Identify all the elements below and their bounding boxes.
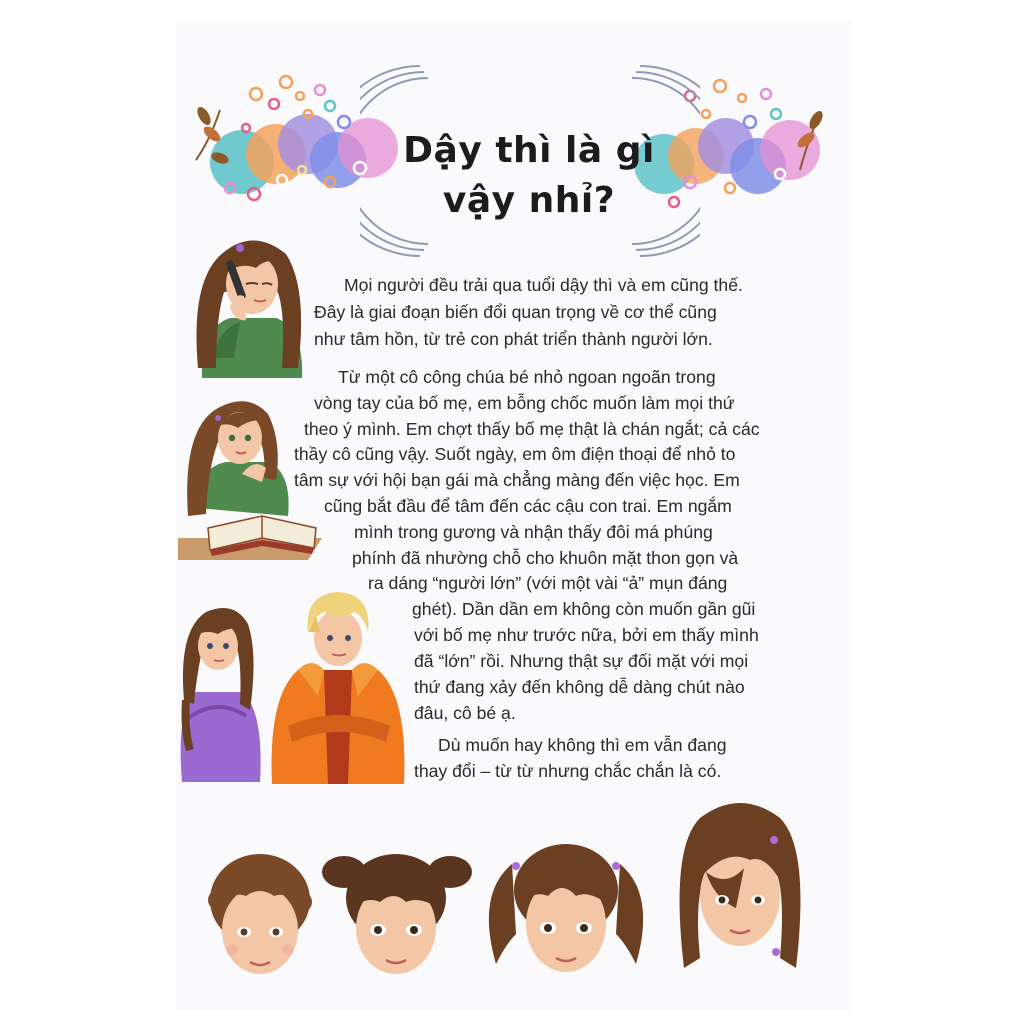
text-line: đã “lớn” rồi. Nhưng thật sự đối mặt với mọi bbox=[414, 651, 749, 671]
text-line: Mọi người đều trải qua tuổi dậy thì và em cũng thế. bbox=[344, 275, 743, 295]
text-line: thay đổi – từ từ nhưng chắc chắn là có. bbox=[414, 761, 722, 781]
title-line-1: Dậy thì là gì bbox=[403, 130, 655, 171]
text-line: với bố mẹ như trước nữa, bởi em thấy mình bbox=[414, 625, 759, 645]
girl-purple-coat-illustration bbox=[176, 600, 266, 784]
text-line: phính đã nhường chỗ cho khuôn mặt thon gọn và bbox=[352, 548, 739, 568]
text-line: vòng tay của bố mẹ, em bỗng chốc muốn làm mọi thứ bbox=[314, 393, 735, 413]
text-line: Đây là giai đoạn biến đổi quan trọng về cơ thể cũng bbox=[314, 302, 717, 322]
girl-face-stage-1-illustration bbox=[202, 840, 318, 996]
boy-orange-jacket-illustration bbox=[268, 586, 408, 786]
text-line: thầy cô cũng vậy. Suốt ngày, em ôm điện thoại để nhỏ to bbox=[294, 444, 736, 464]
page-title bbox=[384, 56, 674, 256]
girl-on-phone-illustration bbox=[190, 218, 310, 380]
text-line: tâm sự với hội bạn gái mà chẳng màng đến việc học. Em bbox=[294, 470, 740, 490]
text-line: như tâm hồn, từ trẻ con phát triển thành người lớn. bbox=[314, 329, 713, 349]
text-line: cũng bắt đầu để tâm đến các cậu con trai. Em ngắm bbox=[324, 496, 732, 516]
text-line: ra dáng “người lớn” (với một vài “ả” mụn đáng bbox=[368, 573, 728, 593]
girl-face-stage-3-illustration bbox=[476, 824, 656, 994]
girl-face-stage-4-illustration bbox=[670, 788, 810, 988]
text-line: mình trong gương và nhận thấy đôi má phúng bbox=[354, 522, 713, 542]
book-page bbox=[176, 20, 852, 1010]
title-line-2: vậy nhỉ? bbox=[442, 180, 616, 221]
text-line: thứ đang xảy đến không dễ dàng chút nào bbox=[414, 677, 745, 697]
text-line: Từ một cô công chúa bé nhỏ ngoan ngoãn trong bbox=[338, 367, 716, 387]
text-line: theo ý mình. Em chợt thấy bố mẹ thật là chán ngắt; cả các bbox=[304, 419, 760, 439]
text-line: Dù muốn hay không thì em vẫn đang bbox=[438, 735, 727, 755]
text-line: đâu, cô bé ạ. bbox=[414, 703, 516, 723]
text-line: ghét). Dần dần em không còn muốn gần gũi bbox=[412, 599, 756, 619]
girl-face-stage-2-illustration bbox=[316, 832, 476, 992]
